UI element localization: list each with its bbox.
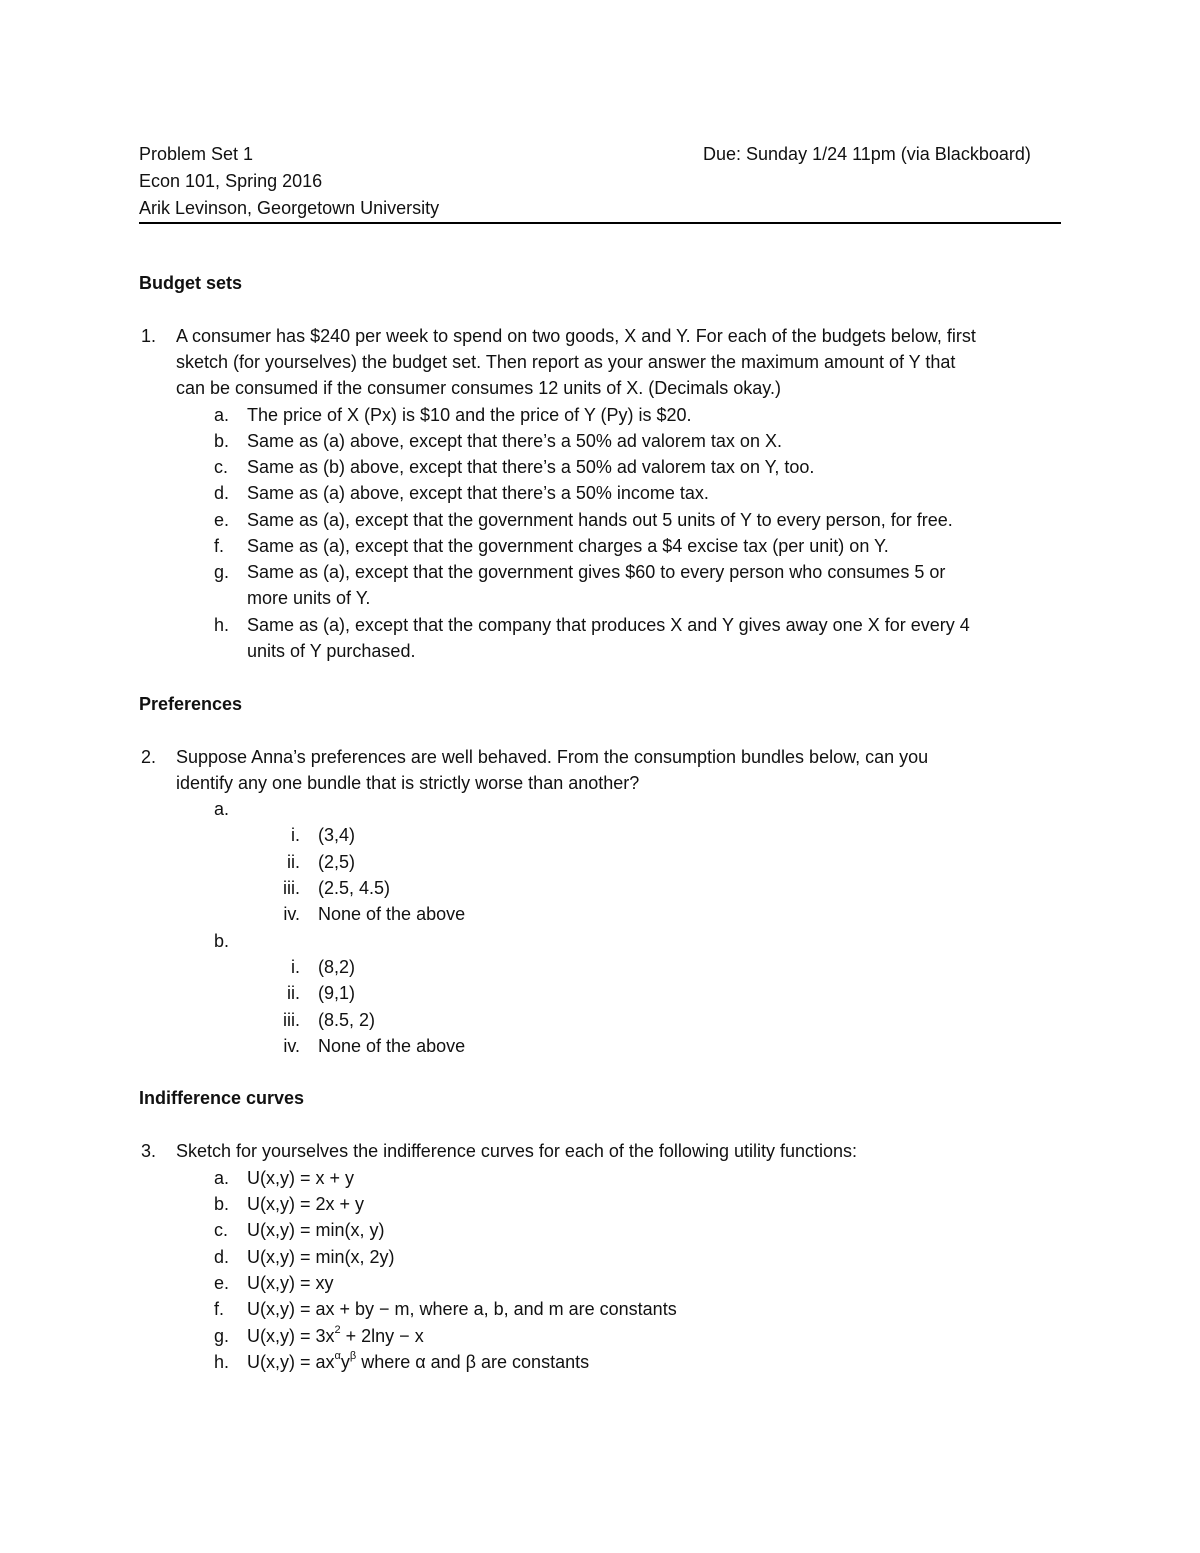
option-label: iii. [283,878,300,898]
formula-exponent: α [334,1350,341,1362]
option-text: None of the above [318,1036,466,1056]
item-label: f. [214,1299,225,1319]
item-label: b. [214,431,230,451]
item-text: Same as (a), except that the government gives $60 to every person who consumes 5 or [247,562,946,582]
formula-part: y [340,1352,350,1372]
course-name: Econ 101, Spring 2016 [139,171,323,191]
formula-exponent: β [349,1350,357,1362]
part-label: b. [214,931,230,951]
utility-function [247,1349,589,1375]
item-text-continued: more units of Y. [247,588,371,608]
utility-function: U(x,y) = ax + by − m, where a, b, and m are constants [247,1299,677,1319]
item-text: The price of X (Px) is $10 and the price of Y (Py) is $20. [247,405,692,425]
header-divider [139,222,1061,224]
option-text: (2.5, 4.5) [318,878,391,898]
option-text: (2,5) [318,852,356,872]
option-text: (8.5, 2) [318,1010,376,1030]
option-label: iv. [283,1036,300,1056]
item-text: Same as (a), except that the government hands out 5 units of Y to every person, for free. [247,510,953,530]
formula-part: U(x,y) = ax [247,1352,335,1372]
due-date: Due: Sunday 1/24 11pm (via Blackboard) [703,144,1031,164]
item-label: c. [214,457,229,477]
item-label: g. [214,562,230,582]
question-number: 1. [141,326,157,346]
question-text-line: can be consumed if the consumer consumes 12 units of X. (Decimals okay.) [176,378,781,398]
part-label: a. [214,799,230,819]
section-heading-budget: Budget sets [139,273,243,293]
option-label: iv. [283,904,300,924]
utility-function: U(x,y) = x + y [247,1168,355,1188]
formula-part: where α and β are constants [356,1352,590,1372]
formula-part: + 2lny − x [340,1326,424,1346]
utility-function: U(x,y) = 2x + y [247,1194,365,1214]
item-label: g. [214,1326,230,1346]
item-label: d. [214,1247,230,1267]
utility-function [247,1323,424,1349]
item-label: h. [214,615,230,635]
formula-part: U(x,y) = 3x [247,1326,335,1346]
question-text-line: sketch (for yourselves) the budget set. Then report as your answer the maximum amount of Y that [176,352,956,372]
option-text: (8,2) [318,957,356,977]
option-label: i. [291,825,300,845]
option-text: (9,1) [318,983,356,1003]
utility-function: U(x,y) = min(x, y) [247,1220,385,1240]
item-text-continued: units of Y purchased. [247,641,416,661]
option-text: None of the above [318,904,466,924]
item-label: d. [214,483,230,503]
option-text: (3,4) [318,825,356,845]
item-label: h. [214,1352,230,1372]
item-label: e. [214,1273,230,1293]
utility-function: U(x,y) = min(x, 2y) [247,1247,395,1267]
question-text-line: A consumer has $240 per week to spend on two goods, X and Y. For each of the budgets below, first [176,326,976,346]
section-heading-preferences: Preferences [139,694,243,714]
question-number: 2. [141,747,157,767]
item-label: b. [214,1194,230,1214]
problem-set-title: Problem Set 1 [139,144,254,164]
section-heading-indifference: Indifference curves [139,1088,305,1108]
item-label: e. [214,510,230,530]
option-label: ii. [287,983,300,1003]
question-text-line: identify any one bundle that is strictly worse than another? [176,773,640,793]
formula-exponent: 2 [334,1324,341,1336]
question-text-line: Sketch for yourselves the indifference curves for each of the following utility functions: [176,1141,858,1161]
instructor-line: Arik Levinson, Georgetown University [139,198,440,218]
item-label: a. [214,1168,230,1188]
question-text-line: Suppose Anna’s preferences are well behaved. From the consumption bundles below, can you [176,747,929,767]
item-text: Same as (a), except that the company that produces X and Y gives away one X for every 4 [247,615,970,635]
option-label: ii. [287,852,300,872]
item-text: Same as (a) above, except that there’s a 50% income tax. [247,483,709,503]
utility-function: U(x,y) = xy [247,1273,334,1293]
item-label: a. [214,405,230,425]
item-text: Same as (b) above, except that there’s a 50% ad valorem tax on Y, too. [247,457,815,477]
item-label: c. [214,1220,229,1240]
item-text: Same as (a) above, except that there’s a 50% ad valorem tax on X. [247,431,782,451]
option-label: i. [291,957,300,977]
item-text: Same as (a), except that the government charges a $4 excise tax (per unit) on Y. [247,536,889,556]
question-number: 3. [141,1141,157,1161]
item-label: f. [214,536,225,556]
option-label: iii. [283,1010,300,1030]
